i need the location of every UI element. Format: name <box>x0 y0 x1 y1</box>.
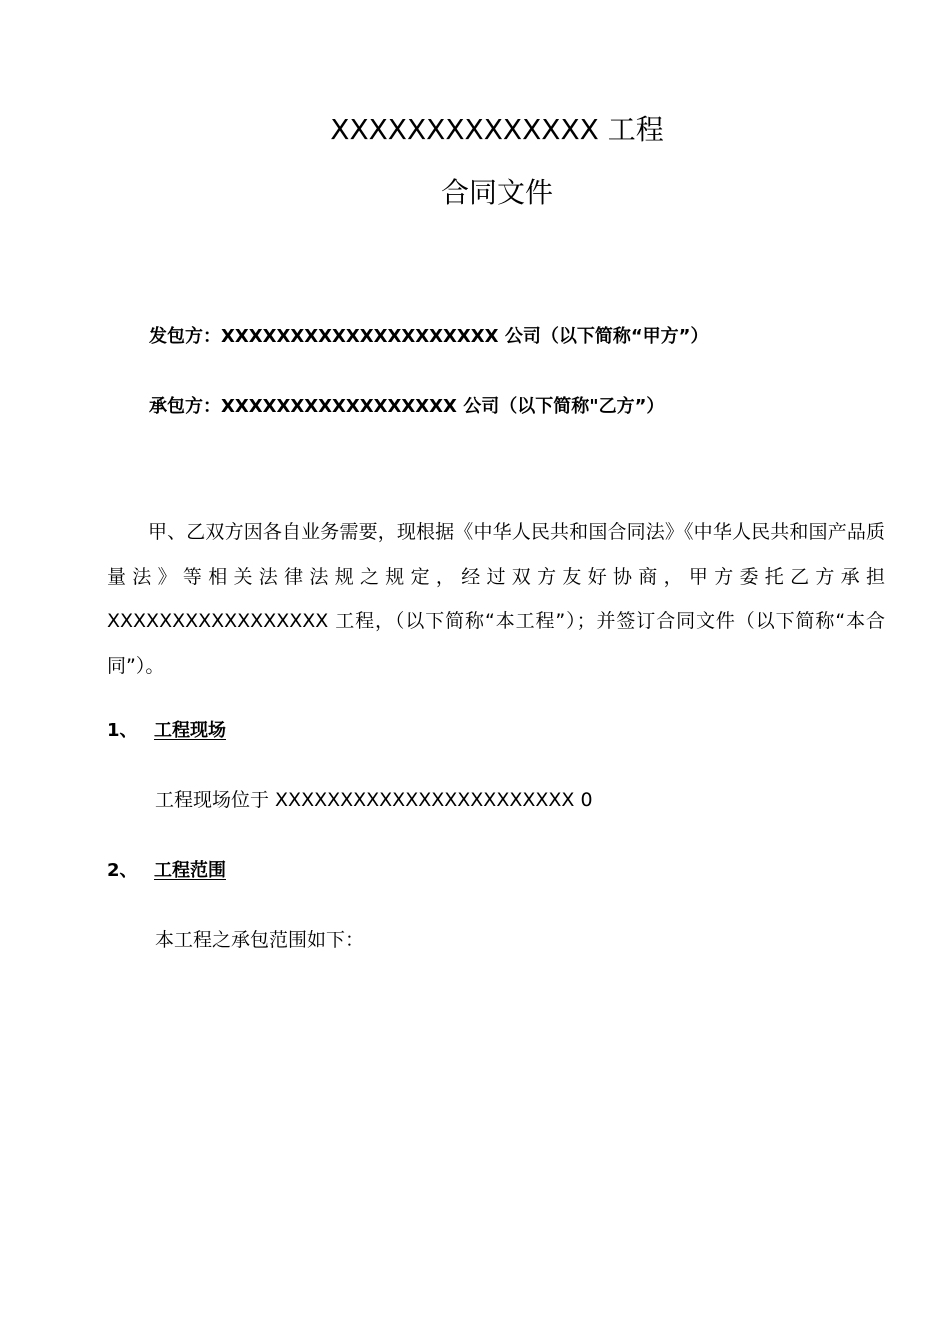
section-heading-scope <box>107 856 226 882</box>
section-number: 1、 <box>107 720 138 741</box>
section-title: 工程现场 <box>154 720 226 741</box>
section-title: 工程范围 <box>154 860 226 881</box>
section-text-site: 工程现场位于 XXXXXXXXXXXXXXXXXXXXXXX 0 <box>155 789 593 811</box>
intro-paragraph: 甲、乙双方因各自业务需要，现根据《中华人民共和国合同法》《中华人民共和国产品质量法》等相关法律法规之规定，经过双方友好协商，甲方委托乙方承担XXXXXXXXXXXXXXXXX 工程，（以下简称“本工程”）；并签订合同文件（以下简称“本合同”）。 <box>107 521 885 677</box>
section-number: 2、 <box>107 860 138 881</box>
document-subtitle: 合同文件 <box>440 176 553 209</box>
section-heading-site <box>107 716 226 742</box>
section-text-scope: 本工程之承包范围如下： <box>155 929 365 951</box>
party-a-line: 发包方：XXXXXXXXXXXXXXXXXXXX 公司（以下简称“甲方”） <box>149 326 709 347</box>
party-b-line: 承包方：XXXXXXXXXXXXXXXXX 公司（以下简称"乙方”） <box>149 396 665 417</box>
document-title: XXXXXXXXXXXXXX 工程 <box>330 113 664 146</box>
